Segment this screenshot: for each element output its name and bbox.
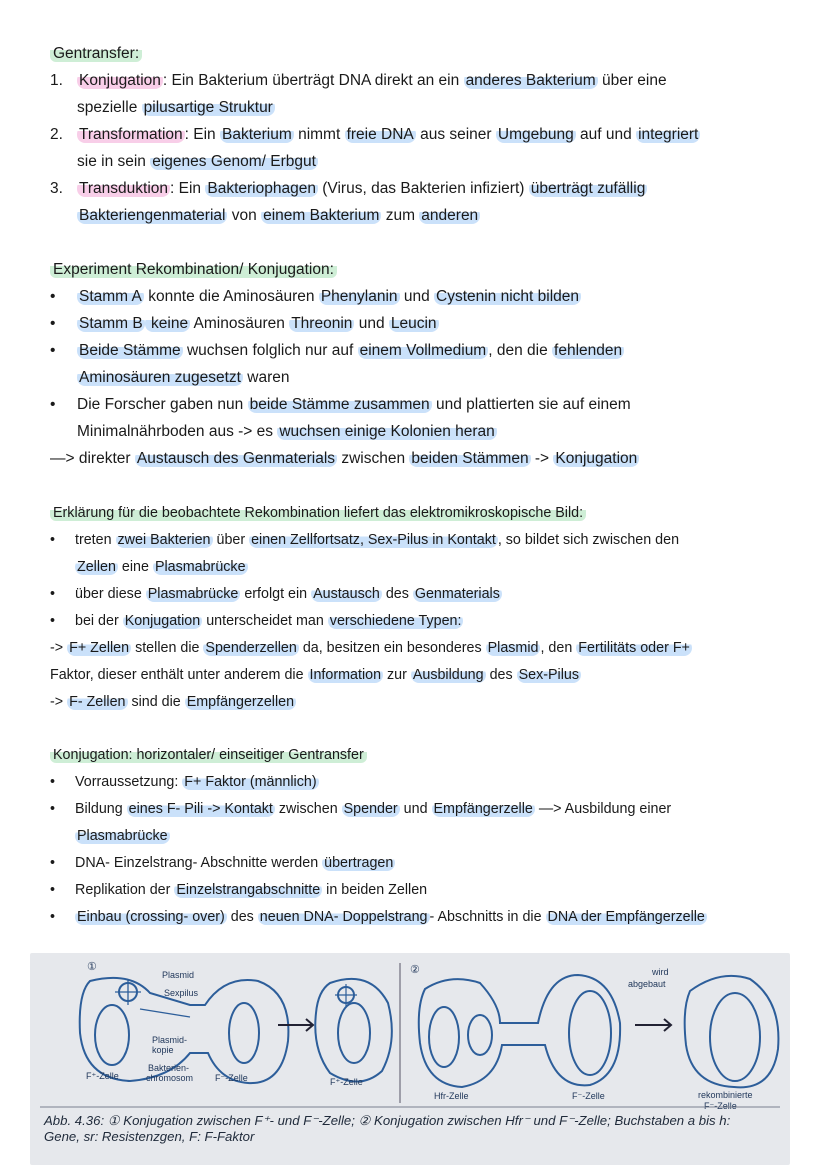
list-item: • Die Forscher gaben nun beide Stämme zusammen und plattierten sie auf einem Minimalnährboden aus -> es wuchsen einige Kolonien heran xyxy=(50,396,631,440)
list-item: • Beide Stämme wuchsen folglich nur auf einem Vollmedium , den die fehlenden Aminosäuren zugesetzt waren xyxy=(50,342,623,386)
list-item: • Stamm A konnte die Aminosäuren Phenylanin und Cystenin nicht bilden xyxy=(50,288,580,305)
list-item: • treten zwei Bakterien über einen Zellfortsatz, Sex-Pilus in Kontakt , so bildet sich zwischen den Zellen eine Plasmabrücke xyxy=(50,532,680,575)
list-item: 3. Transduktion : Ein Bakteriophagen (Virus, das Bakterien infiziert) überträgt zufällig Bakteriengenmaterial von einem Bakterium zum anderen xyxy=(50,180,646,224)
label-bakterien-1: Bakterien- xyxy=(148,1063,190,1073)
label-hfr-cell: Hfr-Zelle xyxy=(434,1091,469,1101)
erklaerung-section xyxy=(50,500,790,716)
gentransfer-title: Gentransfer: xyxy=(50,40,790,67)
arrow-1 xyxy=(278,1019,313,1031)
list-item: • Stamm B keine Aminosäuren Threonin und Leucin xyxy=(50,315,437,332)
bacterial-chromosome-2 xyxy=(229,1003,259,1063)
conjugation-figure xyxy=(30,953,790,1165)
label-fminus-cell: F⁻-Zelle xyxy=(215,1073,248,1083)
experiment-conclusion: —> direkter Austausch des Genmaterials zwischen beiden Stämmen -> Konjugation xyxy=(50,450,638,467)
label-plasmidkopie-1: Plasmid- xyxy=(152,1035,188,1045)
list-item: 2. Transformation : Ein Bakterium nimmt freie DNA aus seiner Umgebung auf und integriert sie in sein eigenes Genom/ Erbgut xyxy=(50,126,699,170)
label-wird: wird xyxy=(652,967,669,977)
label-abgebaut: abgebaut xyxy=(628,979,666,989)
panel-1-number: ① xyxy=(87,961,97,973)
label-bakterien-2: chromosom xyxy=(146,1073,194,1083)
erklaerung-line: Faktor, dieser enthält unter anderem die Information zur Ausbildung des Sex-Pilus xyxy=(50,667,579,683)
arrow-2 xyxy=(635,1019,671,1031)
konjugation-section xyxy=(50,742,790,931)
list-item: • über diese Plasmabrücke erfolgt ein Austausch des Genmaterials xyxy=(50,586,500,602)
list-item: • DNA- Einzelstrang- Abschnitte werden übertragen xyxy=(50,855,394,871)
list-item: • Replikation der Einzelstrangabschnitte in beiden Zellen xyxy=(50,882,428,898)
gentransfer-section xyxy=(50,40,790,229)
figure-caption: Abb. 4.36: ① Konjugation zwischen F⁺- und F⁻-Zelle; ② Konjugation zwischen Hfr⁻ und F⁻-Zelle; Buchstaben a bis h: Gene, sr: Resistenzgen, F: F-Faktor xyxy=(44,1113,731,1144)
erklaerung-title: Erklärung für die beobachtete Rekombination liefert das elektromikroskopische Bild: xyxy=(50,500,790,527)
list-item: • Bildung eines F- Pili -> Kontakt zwischen Spender und Empfängerzelle —> Ausbildung einer Plasmabrücke xyxy=(50,801,672,844)
list-item: • Vorraussetzung: F+ Faktor (männlich) xyxy=(50,774,317,790)
label-fplus-cell: F⁺-Zelle xyxy=(86,1071,119,1081)
bacterial-chromosome-1 xyxy=(95,1005,129,1065)
erklaerung-line: -> F- Zellen sind die Empfängerzellen xyxy=(50,694,295,710)
label-sexpilus: Sexpilus xyxy=(164,988,199,998)
konjugation-title: Konjugation: horizontaler/ einseitiger Gentransfer xyxy=(50,742,790,769)
label-plasmidkopie-2: kopie xyxy=(152,1045,174,1055)
panel-2-number: ② xyxy=(410,964,420,976)
list-item: • bei der Konjugation unterscheidet man verschiedene Typen: xyxy=(50,613,462,629)
list-item: 1. Konjugation : Ein Bakterium überträgt DNA direkt an ein anderes Bakterium über eine spezielle pilusartige Struktur xyxy=(50,72,667,116)
label-plasmid: Plasmid xyxy=(162,970,195,980)
label-fminus-cell-2: F⁻-Zelle xyxy=(572,1091,605,1101)
experiment-title: Experiment Rekombination/ Konjugation: xyxy=(50,256,790,283)
erklaerung-line: -> F+ Zellen stellen die Spenderzellen da, besitzen ein besonderes Plasmid , den Fertilitäts oder F+ xyxy=(50,640,690,656)
label-fminus-cell-3: F⁻-Zelle xyxy=(704,1101,737,1111)
experiment-section xyxy=(50,256,790,472)
label-rekombinierte: rekombinierte xyxy=(698,1090,753,1100)
label-fplus-cell-2: F⁺-Zelle xyxy=(330,1077,363,1087)
list-item: • Einbau (crossing- over) des neuen DNA- Doppelstrang - Abschnitts in die DNA der Empfängerzelle xyxy=(50,909,705,925)
